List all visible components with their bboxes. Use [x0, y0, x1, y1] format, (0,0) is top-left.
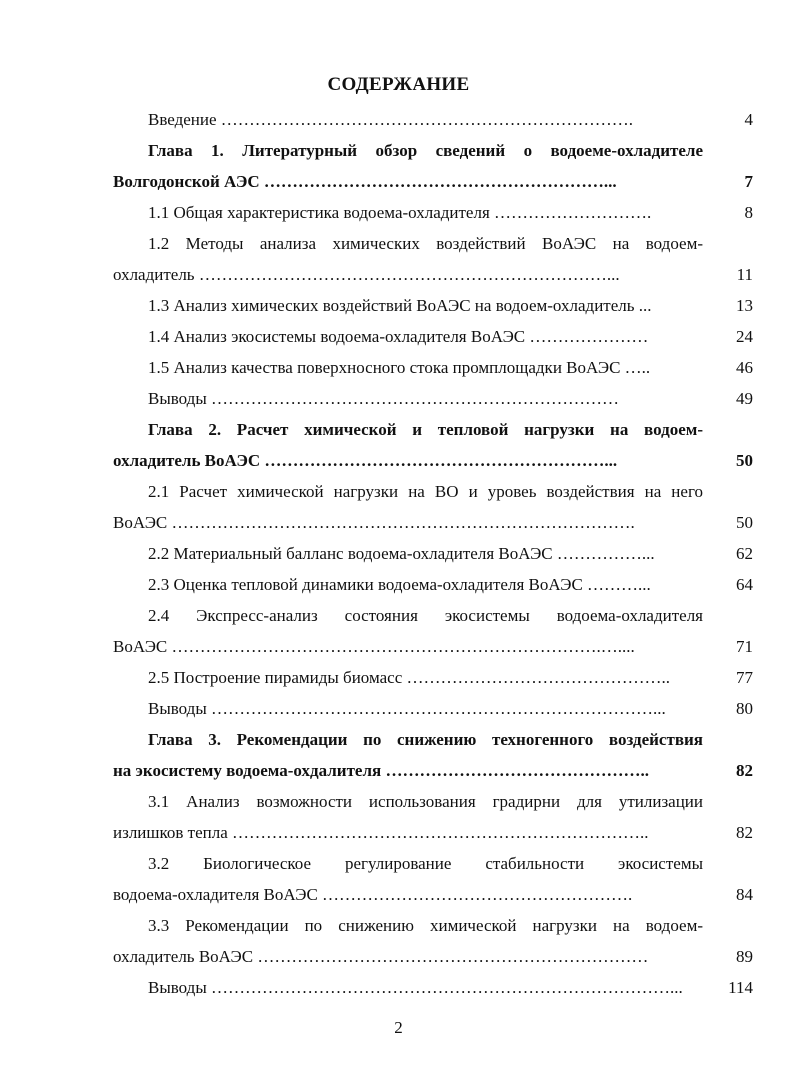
toc-entry-text: Глава 2. Расчет химической и тепловой нагрузки на водоем- [148, 420, 703, 439]
toc-entry-text: 3.2 Биологическое регулирование стабильности экосистемы [148, 854, 703, 873]
toc-entry-text-cont: охладитель ВоАЭС …………………………………………………………… [113, 947, 649, 966]
table-of-contents [113, 104, 753, 1003]
toc-entry-text: Выводы ……………………………………………………………………... [148, 699, 666, 718]
toc-entry-2-3[interactable] [113, 569, 753, 600]
toc-entry-3-2[interactable] [113, 848, 753, 910]
toc-entry-1-1[interactable] [113, 197, 753, 228]
toc-entry-chapter-3[interactable] [113, 724, 753, 786]
toc-entry-text: 1.5 Анализ качества поверхносного стока промплощадки ВоАЭС ….. [148, 358, 651, 377]
toc-page-number: 50 [736, 513, 753, 532]
toc-entry-3-3[interactable] [113, 910, 753, 972]
toc-page-number: 64 [736, 575, 753, 594]
toc-entry-text: Выводы ……………………………………………………………… [148, 389, 620, 408]
toc-entry-text-cont: ВоАЭС ………………………………………………………………………. [113, 513, 635, 532]
toc-entry-chapter-1[interactable] [113, 135, 753, 197]
toc-entry-2-1[interactable] [113, 476, 753, 538]
toc-entry-conclusions-3[interactable] [113, 972, 753, 1003]
toc-page-number: 49 [736, 389, 753, 408]
toc-page-number: 7 [744, 172, 753, 191]
toc-page-number: 11 [736, 265, 753, 284]
toc-entry-conclusions-1[interactable] [113, 383, 753, 414]
toc-page-number: 114 [728, 978, 753, 997]
toc-entry-text-cont: излишков тепла ……………………………………………………………….. [113, 823, 649, 842]
toc-entry-text-cont: водоема-охладителя ВоАЭС ………………………………………………. [113, 885, 633, 904]
toc-entry-1-4[interactable] [113, 321, 753, 352]
toc-entry-1-3[interactable] [113, 290, 753, 321]
toc-page-number: 24 [736, 327, 753, 346]
toc-entry-text: 2.5 Построение пирамиды биомасс ……………………………………….. [148, 668, 670, 687]
toc-entry-2-2[interactable] [113, 538, 753, 569]
page-title: СОДЕРЖАНИЕ [327, 74, 470, 95]
toc-entry-text: 2.3 Оценка тепловой динамики водоема-охладителя ВоАЭС ………... [148, 575, 651, 594]
toc-page-number: 80 [736, 699, 753, 718]
toc-entry-text: Глава 3. Рекомендации по снижению техногенного воздействия [148, 730, 703, 749]
toc-entry-text: Выводы ………………………………………………………………………... [148, 978, 683, 997]
toc-entry-text-cont: на экосистему водоема-охдалителя ……………………………………….. [113, 761, 649, 780]
toc-entry-1-5[interactable] [113, 352, 753, 383]
toc-entry-text-cont: Волгодонской АЭС ……………………………………………………... [113, 172, 617, 191]
toc-entry-intro[interactable] [113, 104, 753, 135]
toc-page-number: 89 [736, 947, 753, 966]
toc-page-number: 77 [736, 668, 753, 687]
toc-page-number: 82 [736, 761, 753, 780]
toc-entry-text: 1.3 Анализ химических воздействий ВоАЭС на водоем-охладитель ... [148, 296, 652, 315]
toc-entry-2-5[interactable] [113, 662, 753, 693]
toc-entry-chapter-2[interactable] [113, 414, 753, 476]
toc-entry-text: 2.1 Расчет химической нагрузки на ВО и уровеь воздействия на него [148, 482, 703, 501]
toc-page-number: 13 [736, 296, 753, 315]
toc-entry-text: 1.4 Анализ экосистемы водоема-охладителя ВоАЭС ………………… [148, 327, 649, 346]
toc-page-number: 62 [736, 544, 753, 563]
toc-entry-1-2[interactable] [113, 228, 753, 290]
toc-page-number: 50 [736, 451, 753, 470]
toc-page-number: 82 [736, 823, 753, 842]
toc-entry-text: 1.2 Методы анализа химических воздействий ВоАЭС на водоем- [148, 234, 703, 253]
toc-entry-text-cont: ВоАЭС ………………………………………………………………….….... [113, 637, 635, 656]
toc-entry-3-1[interactable] [113, 786, 753, 848]
toc-page-number: 4 [744, 110, 753, 129]
toc-entry-conclusions-2[interactable] [113, 693, 753, 724]
toc-entry-text: 2.2 Материальный балланс водоема-охладителя ВоАЭС ……………... [148, 544, 655, 563]
toc-page-number: 8 [744, 203, 753, 222]
toc-entry-text: 1.1 Общая характеристика водоема-охладителя ………………………. [148, 203, 652, 222]
toc-page-number: 84 [736, 885, 753, 904]
toc-page-number: 46 [736, 358, 753, 377]
toc-entry-text: 2.4 Экспресс-анализ состояния экосистемы водоема-охладителя [148, 606, 703, 625]
toc-entry-text: Введение ………………………………………………………………. [148, 110, 634, 129]
toc-entry-text: 3.3 Рекомендации по снижению химической нагрузки на водоем- [148, 916, 703, 935]
toc-entry-2-4[interactable] [113, 600, 753, 662]
toc-entry-text-cont: охладитель ………………………………………………………………... [113, 265, 620, 284]
page-number: 2 [394, 1018, 403, 1037]
toc-entry-text-cont: охладитель ВоАЭС ……………………………………………………... [113, 451, 618, 470]
toc-entry-text: Глава 1. Литературный обзор сведений о водоеме-охладителе [148, 141, 703, 160]
toc-entry-text: 3.1 Анализ возможности использования градирни для утилизации [148, 792, 703, 811]
toc-page-number: 71 [736, 637, 753, 656]
